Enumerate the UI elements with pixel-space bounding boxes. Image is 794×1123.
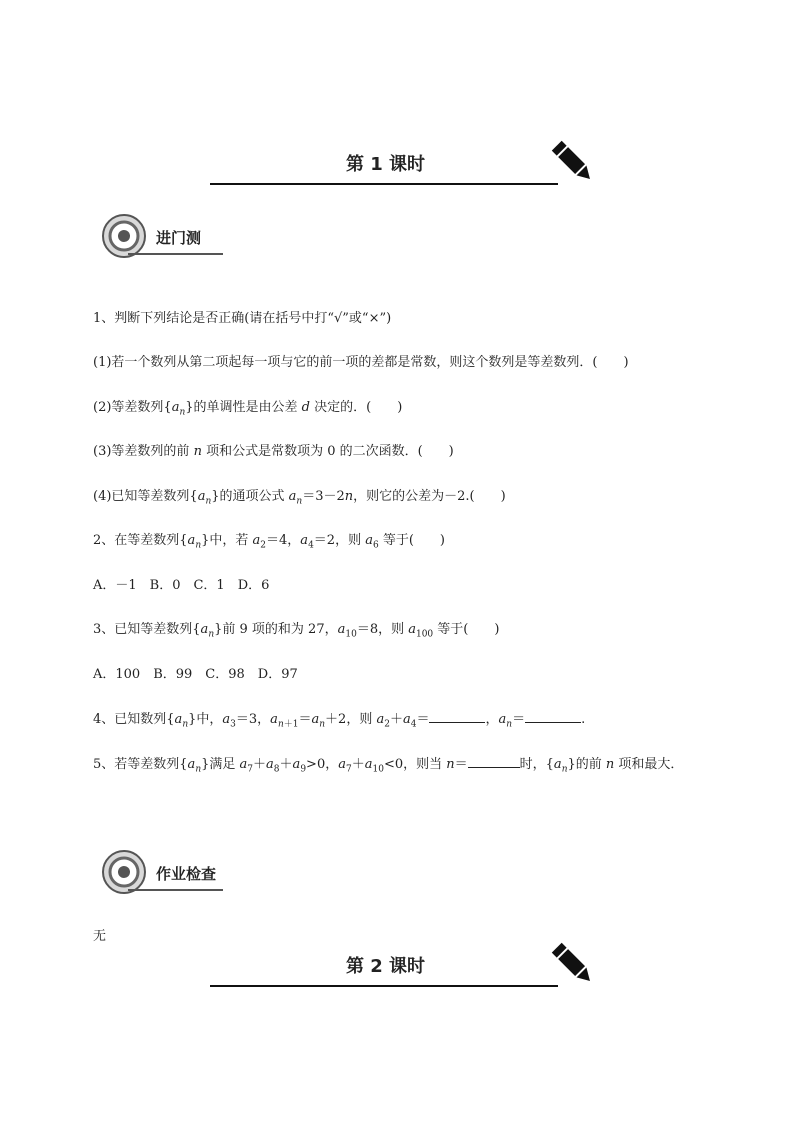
q4-stem: 4、已知数列$\{a_n\}$中，$a_3=3$，$a_{n+1}=a_n+2$，则 $a_2+a_4=$ ，$a_n=$ .	[93, 712, 586, 730]
q1-item-2: (2)等差数列$\{a_n\}$的单调性是由公差 d 决定的．( )	[93, 400, 403, 418]
section-entry-underline	[128, 253, 223, 255]
lesson-2-title: 第 2 课时	[346, 956, 426, 977]
section-homework-underline	[128, 889, 223, 891]
q5-stem: 5、若等差数列$\{a_n\}$满足 $a_7+a_8+a_9>0$，$a_7+a_{10}<0$，则当 n＝ 时，$\{a_n\}$的前 n 项和最大．	[93, 757, 684, 775]
pencil-icon	[548, 137, 598, 187]
lesson-1-underline	[210, 183, 558, 185]
q3-stem: 3、已知等差数列$\{a_n\}$前 9 项的和为 27，$a_{10}=8$，则 $a_{100}$ 等于( )	[93, 622, 500, 640]
lesson-1-title: 第 1 课时	[346, 154, 426, 175]
q1-stem: 1、判断下列结论是否正确(请在括号中打“√”或“×”)	[93, 311, 392, 326]
q3-options: A．100 B．99 C．98 D．97	[93, 667, 298, 682]
lesson-2-underline	[210, 985, 558, 987]
q1-item-4: (4)已知等差数列$\{a_n\}$的通项公式 $a_n=3-2n$，则它的公差为－2.( )	[93, 489, 506, 507]
q4-blank-1[interactable]	[429, 710, 485, 723]
q5-blank[interactable]	[468, 755, 520, 768]
section-entry-label: 进门测	[156, 229, 202, 247]
section-homework-content: 无	[93, 929, 107, 944]
pencil-icon	[548, 939, 598, 989]
q1-item-3: (3)等差数列的前 n 项和公式是常数项为 0 的二次函数．( )	[93, 444, 454, 459]
q2-options: A．－1 B．0 C．1 D．6	[93, 578, 270, 593]
q2-stem: 2、在等差数列$\{a_n\}$中，若 $a_2=4$，$a_4=2$，则 $a_6$ 等于( )	[93, 533, 445, 551]
section-homework-label: 作业检查	[156, 865, 217, 883]
q4-blank-2[interactable]	[525, 710, 581, 723]
q1-item-1: (1)若一个数列从第二项起每一项与它的前一项的差都是常数，则这个数列是等差数列．( )	[93, 355, 629, 370]
